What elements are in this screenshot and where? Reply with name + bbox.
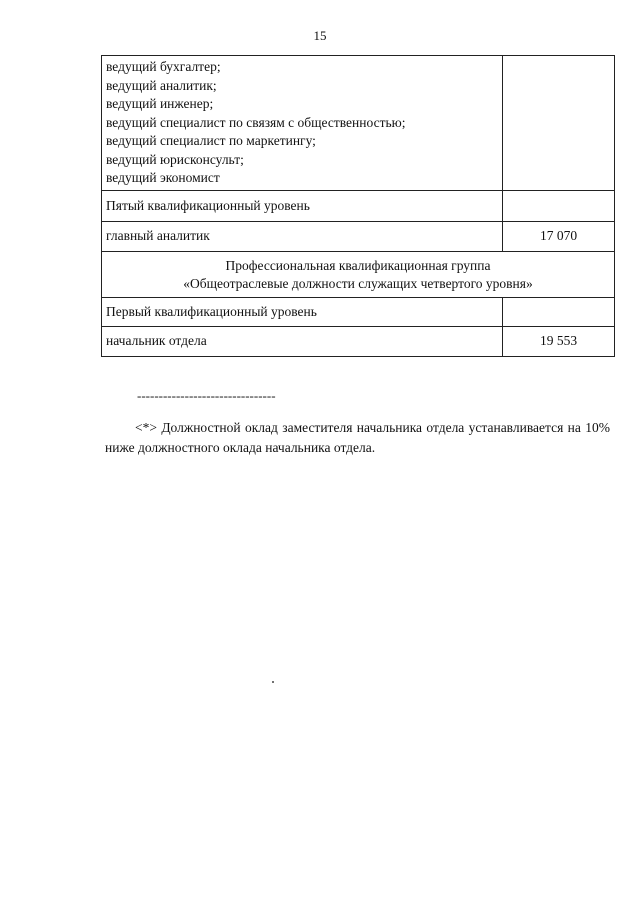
position-item: ведущий аналитик;: [106, 77, 217, 93]
table-row: [102, 56, 615, 191]
position-item: ведущий бухгалтер;: [106, 59, 221, 74]
footnote-separator: --------------------------------: [137, 388, 276, 403]
position-item: ведущий юрисконсульт;: [106, 151, 244, 167]
salary-table: [101, 55, 615, 357]
position-name: главный аналитик: [102, 222, 503, 252]
salary-cell: [503, 190, 615, 222]
position-item: ведущий экономист: [106, 170, 220, 185]
table-row: [102, 297, 615, 327]
position-item: ведущий специалист по связям с общественностью;: [106, 114, 406, 130]
position-item: ведущий специалист по маркетингу;: [106, 133, 316, 148]
salary-value: 19 553: [503, 327, 615, 357]
group-title: Профессиональная квалификационная группа: [225, 257, 491, 273]
page-number: 15: [313, 28, 327, 43]
position-list-cell: [102, 56, 503, 191]
salary-cell: [503, 297, 615, 327]
salary-cell: [503, 56, 615, 191]
position-item: ведущий инженер;: [106, 96, 214, 111]
table-row: [102, 190, 615, 222]
table-row: [102, 327, 615, 357]
table-row: [102, 251, 615, 297]
position-name: начальник отдела: [102, 327, 503, 357]
group-subtitle: «Общеотраслевые должности служащих четвертого уровня»: [183, 276, 533, 291]
qualification-level: Пятый квалификационный уровень: [102, 190, 503, 222]
qualification-level: Первый квалификационный уровень: [102, 297, 503, 327]
footnote-text: <*> Должностной оклад заместителя начальника отдела устанавливается на 10% ниже должностного оклада начальника отдела.: [105, 420, 610, 455]
table-row: [102, 222, 615, 252]
scan-speck: [272, 681, 274, 683]
salary-value: 17 070: [503, 222, 615, 252]
qualification-group: [102, 251, 615, 297]
